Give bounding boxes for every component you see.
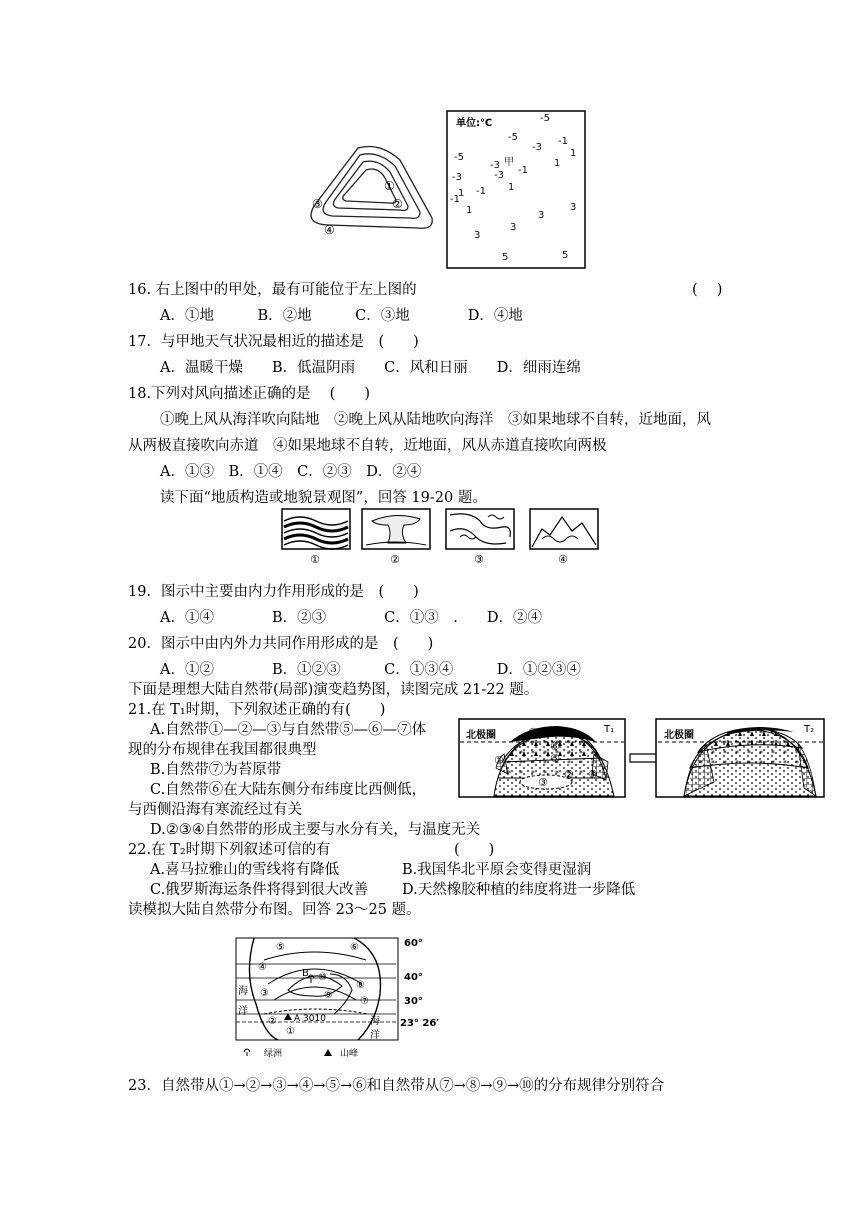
zone-map-label-b: B (302, 968, 309, 979)
q19-stem: 19．图示中主要由内力作用形成的是 ( ) (128, 584, 419, 600)
zone-map-label-4: ④ (258, 962, 267, 973)
q21-option-b: B.自然带⑦为苔原带 (150, 762, 282, 778)
ocean-label-west-2: 洋 (238, 1006, 248, 1017)
temp-point: -3 (452, 172, 462, 183)
intro-19-20: 读下面“地质构造或地貌景观图”，回答 19-20 题。 (160, 490, 487, 506)
legend-oasis: 绿洲 (264, 1049, 283, 1059)
zone-label-2: ② (564, 768, 574, 781)
q22-stem: 22.在 T₂时期下列叙述可信的有 (128, 842, 331, 858)
contour-label-4: ④ (324, 223, 335, 237)
ocean-label-east-2: 洋 (370, 1030, 380, 1041)
t2-label: T₂ (804, 724, 815, 735)
zone-evolution-figure (458, 718, 826, 798)
q16-stem: 16. 右上图中的甲处，最有可能位于左上图的 (128, 282, 417, 298)
q22-bracket: ( ) (454, 842, 495, 858)
landform-label-4: ④ (558, 553, 568, 565)
q22-option-c: C.俄罗斯海运条件将得到很大改善 (150, 882, 369, 898)
lat-label-60: 60° (404, 938, 423, 949)
temp-point: -1 (518, 165, 528, 176)
q18-options: A．①③ B．①④ C．②③ D．②④ (160, 464, 422, 480)
q17-options: A．温暖干燥 B．低温阴雨 C．风和日丽 D．细雨连绵 (160, 360, 581, 376)
landform-label-1: ① (310, 553, 320, 565)
landform-label-3: ③ (474, 553, 484, 565)
q18-stem: 18.下列对风向描述正确的是 ( ) (128, 386, 370, 402)
peak-label: A 3010 (294, 1014, 326, 1024)
lat-label-30: 30° (404, 996, 423, 1007)
zone-map-label-3: ③ (260, 988, 269, 999)
ocean-label-east-1: 海 (370, 1016, 380, 1027)
temp-point: -1 (450, 194, 460, 205)
q22-option-a: A.喜马拉雅山的雪线将有降低 (150, 862, 340, 878)
intro-23-25: 读模拟大陆自然带分布图。回答 23～25 题。 (128, 902, 421, 918)
temp-point: 1 (466, 205, 473, 216)
temp-unit-label: 单位:℃ (456, 118, 493, 129)
temp-point: 甲 (504, 157, 514, 168)
q17-stem: 17．与甲地天气状况最相近的描述是 ( ) (128, 334, 419, 350)
intro-21-22: 下面是理想大陆自然带(局部)演变趋势图，读图完成 21-22 题。 (128, 682, 539, 698)
temp-point: 5 (502, 252, 509, 263)
contour-label-1: ① (384, 179, 395, 193)
zone-label-6: ⑥ (550, 740, 560, 753)
q19-options: A．①④ B．②③ C．①③ . D．②④ (160, 610, 542, 626)
zone-label-3: ③ (538, 776, 548, 789)
landform-figures (280, 507, 600, 565)
temp-point: -3 (532, 142, 542, 153)
temp-point: -5 (508, 132, 518, 143)
contour-label-3: ③ (312, 197, 323, 211)
temp-point: 3 (510, 222, 517, 233)
zone-label-5: ⑤ (550, 752, 560, 765)
zone-map-label-9: ⑨ (324, 990, 333, 1001)
temp-point: -5 (454, 152, 464, 163)
zone-label-7: ⑦ (528, 726, 538, 739)
zone-label-4: ④ (588, 768, 598, 781)
temp-point: 5 (562, 250, 569, 261)
temp-point: 1 (554, 158, 561, 169)
q21-option-a-2: 现的分布规律在我国都很典型 (128, 742, 317, 758)
q16-bracket: ( ) (692, 282, 723, 298)
legend-peak: 山峰 (340, 1049, 359, 1059)
lat-label-40: 40° (404, 972, 423, 983)
q22-option-b: B.我国华北平原会变得更湿润 (402, 862, 592, 878)
temp-point: 1 (570, 148, 577, 159)
contour-map-figure (300, 140, 440, 240)
ocean-label-west-1: 海 (238, 986, 248, 997)
temp-point: -1 (558, 136, 568, 147)
zone-label-1: ① (494, 754, 504, 767)
temp-point: -1 (476, 186, 486, 197)
temp-point: 1 (458, 188, 465, 199)
q21-option-d: D.②③④自然带的形成主要与水分有关，与温度无关 (150, 822, 481, 838)
q20-stem: 20．图示中由内外力共同作用形成的是 ( ) (128, 636, 434, 652)
q21-stem: 21.在 T₁时期，下列叙述正确的有( ) (128, 702, 386, 718)
temp-point: 1 (508, 182, 515, 193)
q21-option-c-2: 与西侧沿海有寒流经过有关 (128, 802, 302, 818)
zone-map-label-7: ⑦ (360, 996, 369, 1007)
temp-point: 3 (538, 210, 545, 221)
q16-options: A．①地 B．②地 C．③地 D．④地 (160, 308, 523, 324)
q23-stem: 23．自然带从①→②→③→④→⑤→⑥和自然带从⑦→⑧→⑨→⑩的分布规律分别符合 (128, 1078, 665, 1094)
q21-option-c-1: C.自然带⑥在大陆东侧分布纬度比西侧低， (150, 782, 427, 798)
q18-statements-1: ①晚上风从海洋吹向陆地 ②晚上风从陆地吹向海洋 ③如果地球不自转，近地面，风 (160, 412, 711, 428)
q18-statements-2: 从两极直接吹向赤道 ④如果地球不自转，近地面，风从赤道直接吹向两极 (128, 438, 607, 454)
temp-point: 3 (474, 230, 481, 241)
temperature-map-figure (446, 110, 586, 270)
temp-point: 3 (570, 202, 577, 213)
zone-map-label-10: ⑩ (318, 972, 327, 983)
q22-option-d: D.天然橡胶种植的纬度将进一步降低 (402, 882, 636, 898)
lat-label-23: 23° 26′ (400, 1018, 439, 1029)
continent-zone-map-figure (234, 934, 574, 1060)
q21-option-a-1: A.自然带①—②—③与自然带⑤—⑥—⑦体 (150, 722, 427, 738)
zone-map-label-1: ① (286, 1026, 295, 1037)
arctic-circle-label-t2: 北极圈 (664, 730, 694, 741)
zone-map-label-2: ② (268, 1016, 277, 1027)
t1-label: T₁ (604, 724, 615, 735)
zone-map-label-5: ⑤ (276, 942, 285, 953)
q20-options: A．①② B．①②③ C．①③④ D．①②③④ (160, 662, 581, 678)
temp-point: -3 (494, 170, 504, 181)
arctic-circle-label-t1: 北极圈 (466, 730, 496, 741)
landform-label-2: ② (390, 553, 400, 565)
zone-map-label-8: ⑧ (356, 980, 365, 991)
contour-label-2: ② (392, 197, 403, 211)
temp-point: -5 (540, 113, 550, 124)
temp-point: -3 (490, 160, 500, 171)
zone-map-label-6: ⑥ (350, 942, 359, 953)
